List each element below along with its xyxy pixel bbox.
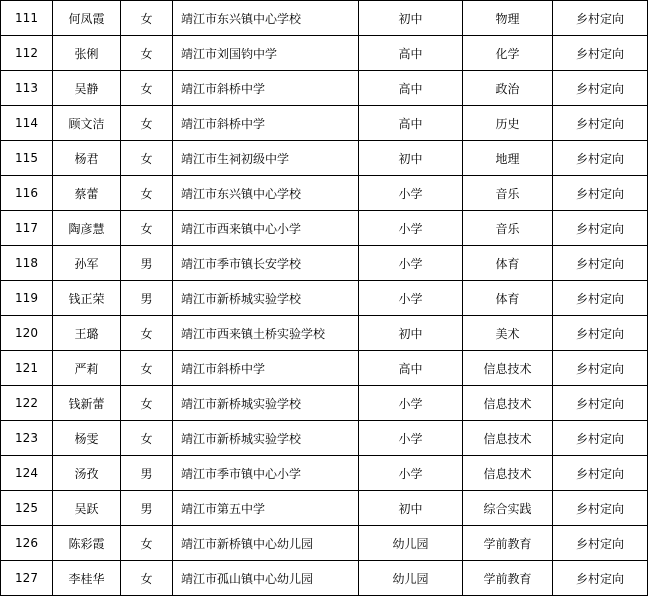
subject-cell: 综合实践 (463, 491, 553, 526)
school-cell: 靖江市新桥城实验学校 (173, 281, 359, 316)
table-row (1, 351, 648, 386)
school-cell: 靖江市第五中学 (173, 491, 359, 526)
school-level-cell: 高中 (359, 71, 463, 106)
school-level-cell: 小学 (359, 246, 463, 281)
subject-cell: 音乐 (463, 211, 553, 246)
gender-cell: 男 (121, 281, 173, 316)
subject-cell: 体育 (463, 281, 553, 316)
school-cell: 靖江市刘国钧中学 (173, 36, 359, 71)
row-number-cell: 126 (1, 526, 53, 561)
school-level-cell: 小学 (359, 421, 463, 456)
school-cell: 靖江市新桥城实验学校 (173, 421, 359, 456)
table-row (1, 316, 648, 351)
placement-type-cell: 乡村定向 (553, 246, 648, 281)
name-cell: 吴静 (53, 71, 121, 106)
placement-type-cell: 乡村定向 (553, 1, 648, 36)
school-cell: 靖江市斜桥中学 (173, 71, 359, 106)
table-row (1, 491, 648, 526)
table-row (1, 36, 648, 71)
placement-type-cell: 乡村定向 (553, 561, 648, 596)
gender-cell: 女 (121, 526, 173, 561)
school-cell: 靖江市西来镇中心小学 (173, 211, 359, 246)
name-cell: 严莉 (53, 351, 121, 386)
name-cell: 钱正荣 (53, 281, 121, 316)
school-level-cell: 小学 (359, 211, 463, 246)
school-level-cell: 小学 (359, 281, 463, 316)
name-cell: 李桂华 (53, 561, 121, 596)
school-level-cell: 初中 (359, 141, 463, 176)
gender-cell: 女 (121, 1, 173, 36)
placement-type-cell: 乡村定向 (553, 491, 648, 526)
school-cell: 靖江市西来镇土桥实验学校 (173, 316, 359, 351)
gender-cell: 女 (121, 351, 173, 386)
name-cell: 陶彦慧 (53, 211, 121, 246)
school-level-cell: 初中 (359, 316, 463, 351)
table-row (1, 176, 648, 211)
subject-cell: 音乐 (463, 176, 553, 211)
placement-type-cell: 乡村定向 (553, 141, 648, 176)
school-cell: 靖江市生祠初级中学 (173, 141, 359, 176)
school-level-cell: 初中 (359, 1, 463, 36)
name-cell: 汤孜 (53, 456, 121, 491)
row-number-cell: 122 (1, 386, 53, 421)
row-number-cell: 115 (1, 141, 53, 176)
placement-type-cell: 乡村定向 (553, 36, 648, 71)
subject-cell: 信息技术 (463, 351, 553, 386)
name-cell: 杨雯 (53, 421, 121, 456)
name-cell: 张俐 (53, 36, 121, 71)
row-number-cell: 111 (1, 1, 53, 36)
table-row (1, 106, 648, 141)
school-level-cell: 初中 (359, 491, 463, 526)
placement-type-cell: 乡村定向 (553, 176, 648, 211)
name-cell: 吴跃 (53, 491, 121, 526)
placement-type-cell: 乡村定向 (553, 71, 648, 106)
subject-cell: 美术 (463, 316, 553, 351)
placement-type-cell: 乡村定向 (553, 211, 648, 246)
row-number-cell: 124 (1, 456, 53, 491)
name-cell: 何凤霞 (53, 1, 121, 36)
school-level-cell: 幼儿园 (359, 526, 463, 561)
school-cell: 靖江市斜桥中学 (173, 106, 359, 141)
subject-cell: 化学 (463, 36, 553, 71)
table-row (1, 211, 648, 246)
table-row (1, 1, 648, 36)
gender-cell: 女 (121, 71, 173, 106)
school-cell: 靖江市新桥城实验学校 (173, 386, 359, 421)
row-number-cell: 121 (1, 351, 53, 386)
school-level-cell: 幼儿园 (359, 561, 463, 596)
table-row (1, 246, 648, 281)
school-level-cell: 高中 (359, 36, 463, 71)
row-number-cell: 116 (1, 176, 53, 211)
name-cell: 陈彩霞 (53, 526, 121, 561)
table-row (1, 421, 648, 456)
gender-cell: 女 (121, 176, 173, 211)
row-number-cell: 125 (1, 491, 53, 526)
school-cell: 靖江市东兴镇中心学校 (173, 176, 359, 211)
gender-cell: 女 (121, 106, 173, 141)
school-cell: 靖江市季市镇中心小学 (173, 456, 359, 491)
row-number-cell: 120 (1, 316, 53, 351)
placement-type-cell: 乡村定向 (553, 526, 648, 561)
row-number-cell: 123 (1, 421, 53, 456)
subject-cell: 信息技术 (463, 386, 553, 421)
subject-cell: 地理 (463, 141, 553, 176)
school-level-cell: 小学 (359, 386, 463, 421)
table-row (1, 281, 648, 316)
gender-cell: 女 (121, 211, 173, 246)
school-cell: 靖江市季市镇长安学校 (173, 246, 359, 281)
row-number-cell: 118 (1, 246, 53, 281)
gender-cell: 女 (121, 386, 173, 421)
table-row (1, 526, 648, 561)
placement-type-cell: 乡村定向 (553, 456, 648, 491)
row-number-cell: 113 (1, 71, 53, 106)
table-row (1, 456, 648, 491)
row-number-cell: 114 (1, 106, 53, 141)
subject-cell: 历史 (463, 106, 553, 141)
table-row (1, 561, 648, 596)
gender-cell: 女 (121, 421, 173, 456)
subject-cell: 信息技术 (463, 421, 553, 456)
subject-cell: 政治 (463, 71, 553, 106)
name-cell: 钱新蕾 (53, 386, 121, 421)
gender-cell: 女 (121, 141, 173, 176)
school-level-cell: 小学 (359, 456, 463, 491)
gender-cell: 女 (121, 316, 173, 351)
table-row (1, 141, 648, 176)
school-cell: 靖江市东兴镇中心学校 (173, 1, 359, 36)
table-body (1, 1, 648, 596)
name-cell: 蔡蕾 (53, 176, 121, 211)
name-cell: 杨君 (53, 141, 121, 176)
row-number-cell: 127 (1, 561, 53, 596)
placement-type-cell: 乡村定向 (553, 281, 648, 316)
placement-type-cell: 乡村定向 (553, 316, 648, 351)
school-level-cell: 高中 (359, 106, 463, 141)
school-level-cell: 高中 (359, 351, 463, 386)
placement-type-cell: 乡村定向 (553, 106, 648, 141)
school-cell: 靖江市孤山镇中心幼儿园 (173, 561, 359, 596)
name-cell: 孙军 (53, 246, 121, 281)
subject-cell: 信息技术 (463, 456, 553, 491)
placement-type-cell: 乡村定向 (553, 386, 648, 421)
name-cell: 王璐 (53, 316, 121, 351)
placement-type-cell: 乡村定向 (553, 351, 648, 386)
row-number-cell: 117 (1, 211, 53, 246)
subject-cell: 物理 (463, 1, 553, 36)
gender-cell: 女 (121, 561, 173, 596)
school-level-cell: 小学 (359, 176, 463, 211)
subject-cell: 学前教育 (463, 561, 553, 596)
school-cell: 靖江市斜桥中学 (173, 351, 359, 386)
row-number-cell: 112 (1, 36, 53, 71)
name-cell: 顾文洁 (53, 106, 121, 141)
gender-cell: 女 (121, 36, 173, 71)
gender-cell: 男 (121, 491, 173, 526)
school-cell: 靖江市新桥镇中心幼儿园 (173, 526, 359, 561)
gender-cell: 男 (121, 456, 173, 491)
subject-cell: 学前教育 (463, 526, 553, 561)
table-row (1, 71, 648, 106)
row-number-cell: 119 (1, 281, 53, 316)
subject-cell: 体育 (463, 246, 553, 281)
table-row (1, 386, 648, 421)
placement-type-cell: 乡村定向 (553, 421, 648, 456)
gender-cell: 男 (121, 246, 173, 281)
